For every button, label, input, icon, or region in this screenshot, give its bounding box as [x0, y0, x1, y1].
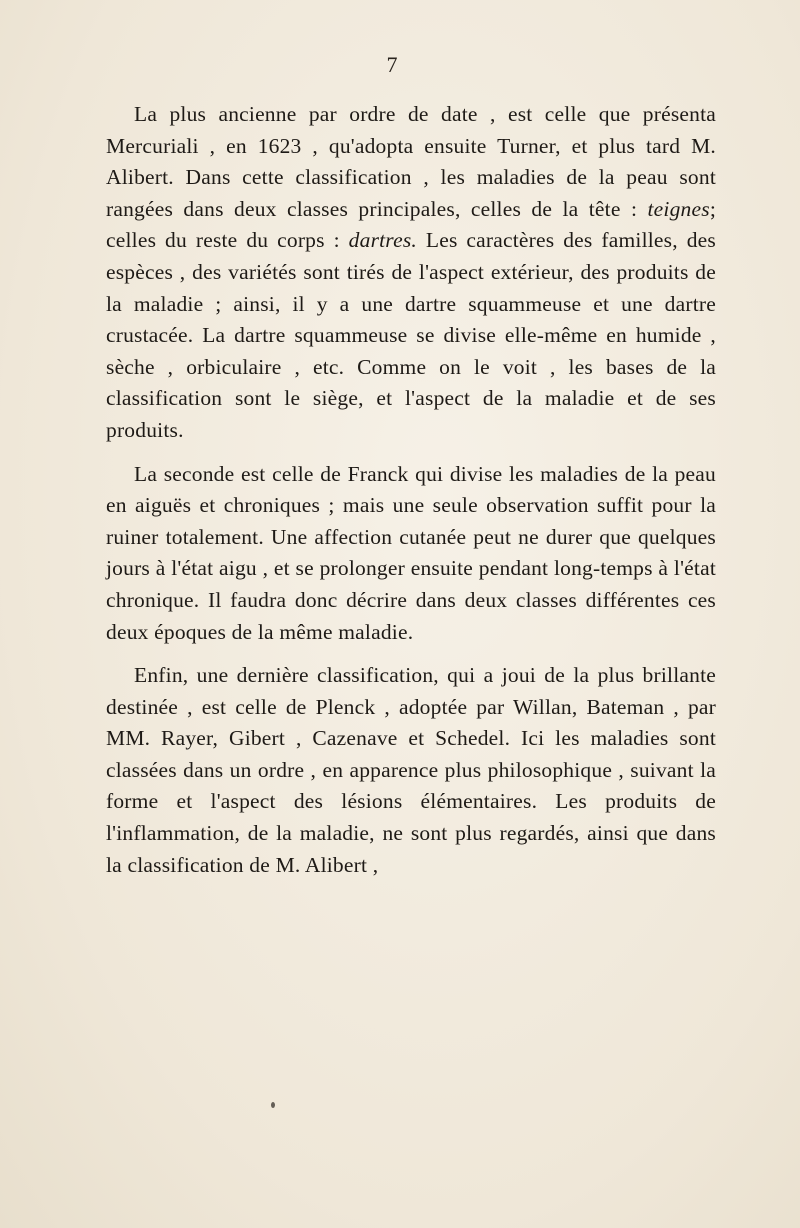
text-segment: La plus ancienne par ordre de date , est celle que présenta Mercuriali , en 1623 , qu'adopta ensuite Turner, et plus tard M. Alibert. Dans cette classification , les maladies de la peau sont rangées dans deux classes principales, celles de la tête : — [106, 102, 716, 221]
text-segment: Les caractères des familles, des espèces , des variétés sont tirés de l'aspect extérieur, des produits de la maladie ; ainsi, il y a une dartre squammeuse et une dartre crustacée. La dartre squammeuse se divise elle-même en humide , sèche , orbiculaire , etc. Comme on le voit , les bases de la classification sont le siège, et l'aspect de la maladie et de ses produits. — [106, 228, 716, 442]
text-segment: Enfin, une dernière classification, qui a joui de la plus brillante destinée , est celle de Plenck , adoptée par Willan, Bateman , par MM. Rayer, Gibert , Cazenave et Schedel. Ici les maladies sont classées dans un ordre , en apparence plus philosophique , suivant la forme et l'aspect des lésions élémentaires. Les produits de l'inflammation, de la maladie, ne sont plus regardés, ainsi que dans la classification de M. Alibert , — [106, 663, 716, 877]
text-segment: ; celles du reste du corps : — [106, 196, 716, 253]
page-number: 7 — [386, 52, 398, 77]
paragraph-franck — [106, 459, 716, 649]
paragraph-mercuriali — [106, 99, 716, 447]
text-segment: La seconde est celle de Franck qui divise les maladies de la peau en aiguës et chroniques ; mais une seule observation suffit pour la ruiner totalement. Une affection cutanée peut ne durer que quelques jours à l'état aigu , et se prolonger ensuite pendant long-temps à l'état chronique. Il faudra donc décrire dans deux classes différentes ces deux époques de la même maladie. — [106, 461, 716, 644]
ink-spot — [271, 1102, 275, 1108]
italic-term-dartres: dartres. — [348, 228, 417, 253]
paragraph-plenck — [106, 660, 716, 881]
body-text — [106, 99, 716, 881]
italic-term-teignes: teignes — [647, 196, 710, 221]
